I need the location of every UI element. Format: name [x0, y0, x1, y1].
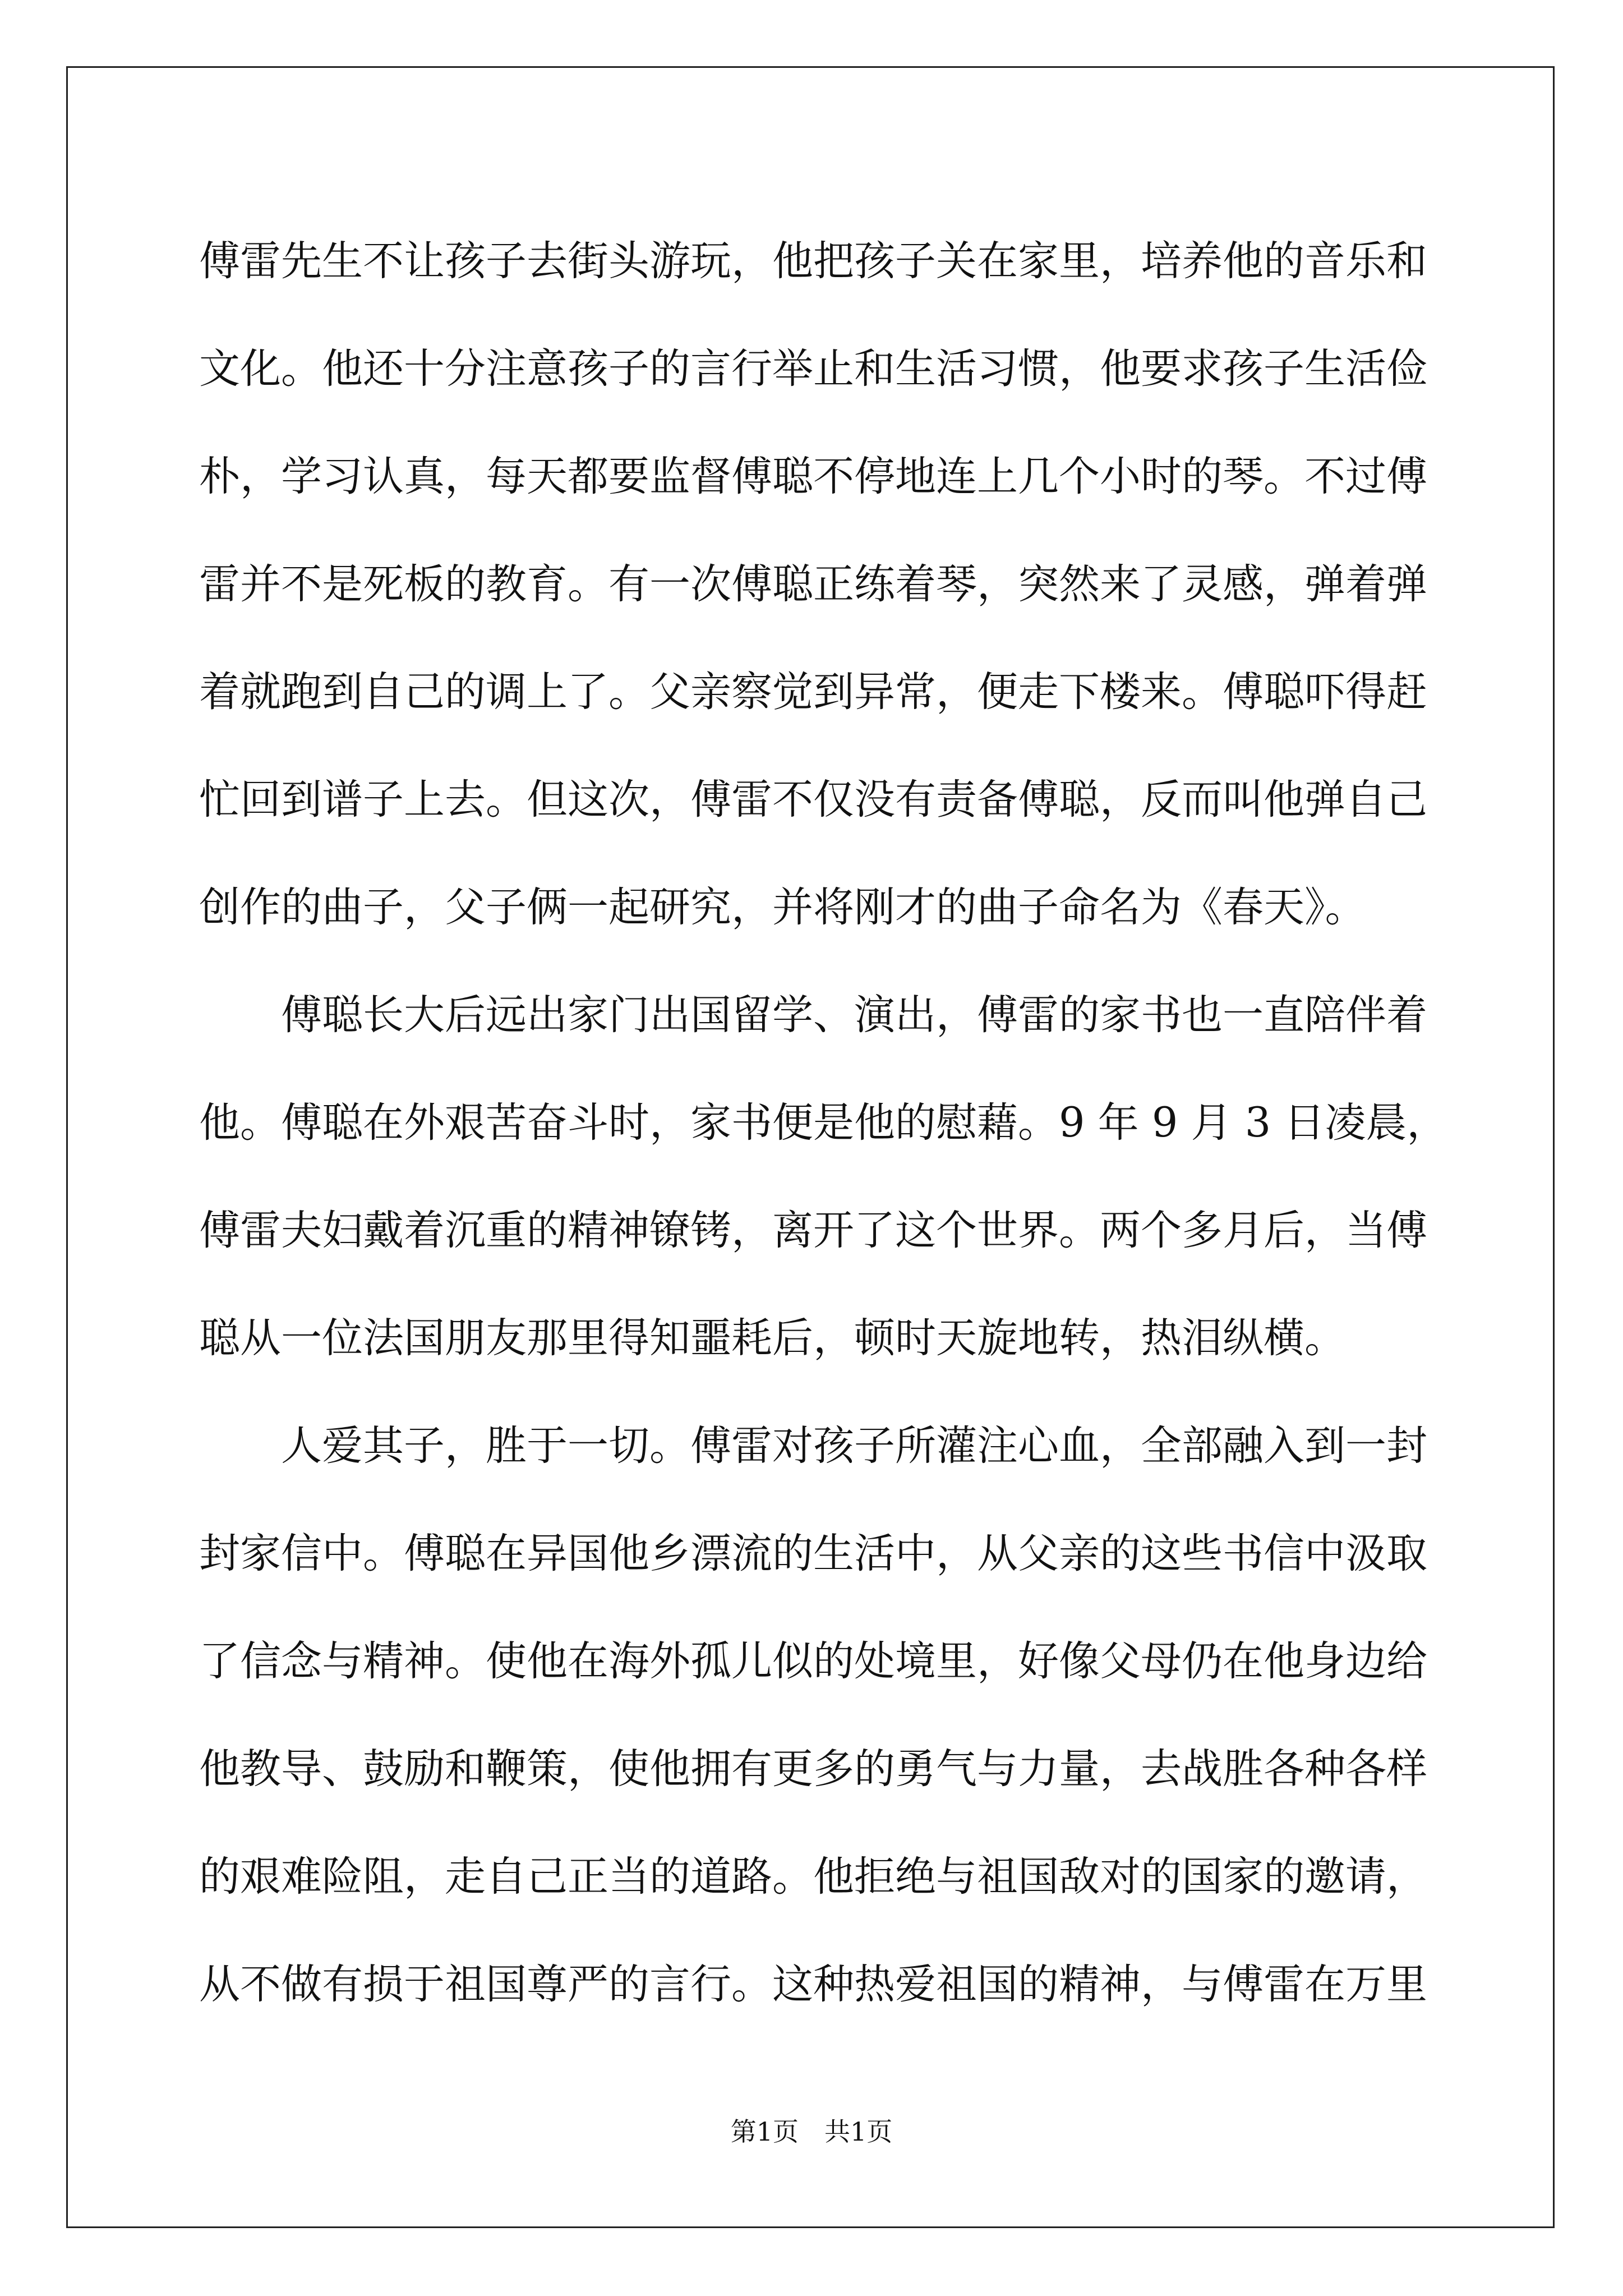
- text-line: 着就跑到自己的调上了。父亲察觉到异常，便走下楼来。傅聪吓得赶: [199, 668, 1427, 716]
- paragraph-1: [199, 208, 1427, 961]
- text-line: 从不做有损于祖国尊严的言行。这种热爱祖国的精神，与傅雷在万里: [199, 1961, 1427, 2008]
- text-line: 他。傅聪在外艰苦奋斗时，家书便是他的慰藉。9 年 9 月 3 日凌晨，: [199, 1099, 1448, 1147]
- paragraph-3: [199, 1392, 1427, 2039]
- page-footer: [0, 2115, 1623, 2148]
- text-line: 人爱其子，胜于一切。傅雷对孩子所灌注心血，全部融入到一封: [281, 1422, 1427, 1470]
- text-line: 傅聪长大后远出家门出国留学、演出，傅雷的家书也一直陪伴着: [281, 991, 1427, 1039]
- text-line: 朴，学习认真，每天都要监督傅聪不停地连上几个小时的琴。不过傅: [199, 453, 1427, 500]
- text-line: 文化。他还十分注意孩子的言行举止和生活习惯，他要求孩子生活俭: [199, 345, 1427, 393]
- text-line: 聪从一位法国朋友那里得知噩耗后，顿时天旋地转，热泪纵横。: [199, 1314, 1345, 1362]
- text-line: 傅雷夫妇戴着沉重的精神镣铐，离开了这个世界。两个多月后，当傅: [199, 1207, 1427, 1254]
- document-body: [199, 208, 1448, 2039]
- paragraph-2: [199, 961, 1448, 1392]
- text-line: 傅雷先生不让孩子去街头游玩，他把孩子关在家里，培养他的音乐和: [199, 237, 1427, 285]
- text-line: 创作的曲子，父子俩一起研究，并将刚才的曲子命名为《春天》。: [199, 884, 1366, 931]
- text-line: 的艰难险阻，走自己正当的道路。他拒绝与祖国敌对的国家的邀请，: [199, 1853, 1427, 1901]
- page-number-label: 第1页 共1页: [730, 2116, 893, 2147]
- text-line: 了信念与精神。使他在海外孤儿似的处境里，好像父母仍在他身边给: [199, 1637, 1427, 1685]
- text-line: 封家信中。傅聪在异国他乡漂流的生活中，从父亲的这些书信中汲取: [199, 1530, 1427, 1577]
- text-line: 忙回到谱子上去。但这次，傅雷不仅没有责备傅聪，反而叫他弹自己: [199, 776, 1427, 823]
- text-line: 雷并不是死板的教育。有一次傅聪正练着琴，突然来了灵感，弹着弹: [199, 560, 1427, 608]
- text-line: 他教导、鼓励和鞭策，使他拥有更多的勇气与力量，去战胜各种各样: [199, 1745, 1427, 1793]
